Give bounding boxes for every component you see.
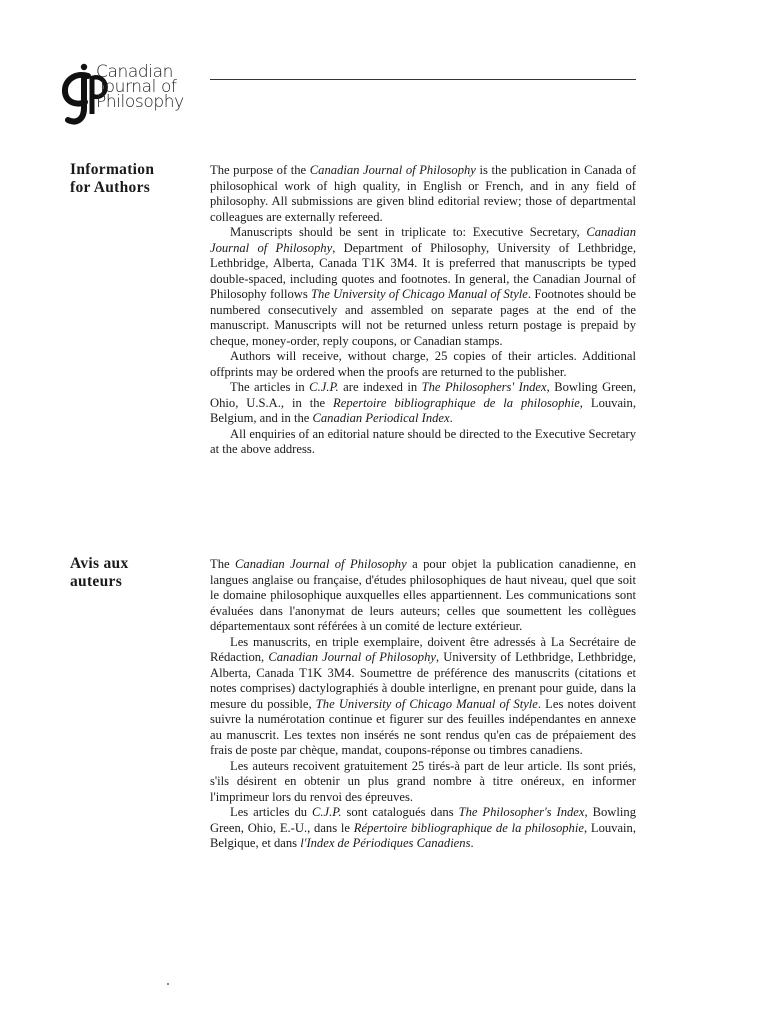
paragraph-en-5: All enquiries of an editorial nature should be directed to the Executive Secretary at the above address. xyxy=(210,426,636,456)
journal-name xyxy=(96,62,184,112)
heading-en-line1: Information xyxy=(70,161,155,178)
heading-fr-line1: Avis aux xyxy=(70,555,129,572)
paragraph-fr-3: Les auteurs recoivent gratuitement 25 tirés-à part de leur article. Ils sont priés, s'ils désirent en obtenir un plus grand nombre à titre onéreux, en informer l'imprimeur lors du renvoi des épreuves. xyxy=(210,758,636,804)
journal-name-line1: Canadian xyxy=(96,62,173,82)
paragraph-en-4: The articles in C.J.P. are indexed in The Philosophers' Index, Bowling Green, Ohio, U.S.A., in the Repertoire bibliographique de la philosophie, Louvain, Belgium, and in the Canadian Periodical Index. xyxy=(210,380,636,425)
section-heading-fr xyxy=(70,555,190,591)
section-body-en xyxy=(210,163,636,458)
journal-name-line3: Philosophy xyxy=(96,92,184,112)
paragraph-fr-4: Les articles du C.J.P. sont catalogués dans The Philosopher's Index, Bowling Green, Ohio, E.-U., dans le Répertoire bibliographique de la philosophie, Louvain, Belgique, et dans l'Index de Périodiques Canadiens. xyxy=(210,805,637,850)
paragraph-en-3: Authors will receive, without charge, 25 copies of their articles. Additional offprints may be ordered when the proofs are returned to the publisher. xyxy=(210,349,636,379)
paragraph-en-1: The purpose of the Canadian Journal of Philosophy is the publication in Canada of philosophical work of high quality, in English or French, and in any field of philosophy. All submissions are given blind editorial review; those of departmental colleagues are externally refereed. xyxy=(210,163,637,224)
heading-fr-line2: auteurs xyxy=(70,573,123,590)
paragraph-en-2: Manuscripts should be sent in triplicate to: Executive Secretary, Canadian Journal of Philosophy, Department of Philosophy, University of Lethbridge, Lethbridge, Alberta, Canada T1K 3M4. It is preferred that manuscripts be typed double-spaced, including quotes and footnotes. In general, the Canadian Journal of Philosophy follows The University of Chicago Manual of Style. Footnotes should be numbered consecutively and assembled on separate pages at the end of the manuscript. Manuscripts will not be returned unless return postage is prepaid by cheque, money-order, reply coupons, or Canadian stamps. xyxy=(210,225,637,348)
paragraph-fr-2: Les manuscrits, en triple exemplaire, doivent être adressés à La Secrétaire de Rédaction, Canadian Journal of Philosophy, University of Lethbridge, Lethbridge, Alberta, Canada T1K 3M4. Soumettre de préférence des manuscrits (citations et notes comprises) dactylographiés à double interligne, en prenant pour guide, dans la mesure du possible, The University of Chicago Manual of Style. Les notes doivent suivre la numérotation continue et figurer sur des feuilles indépendantes en annexe au manuscrit. Les textes non insérés ne sont rendus qu'en cas de prépaiement des frais de poste par chèque, mandat, coupons-réponse ou timbres canadiens. xyxy=(210,634,637,757)
section-heading-en xyxy=(70,161,190,197)
journal-logo xyxy=(58,62,218,126)
page-mark xyxy=(167,983,169,985)
heading-en-line2: for Authors xyxy=(70,179,151,196)
paragraph-fr-1: The Canadian Journal of Philosophy a pour objet la publication canadienne, en langues anglaise ou française, d'études philosophiques de haut niveau, quel que soit le domaine philosophique auxquelles elles appartiennent. Les communications sont évaluées dans l'anonymat de leurs auteurs; celles que soumettent les collègues départementaux sont référées à un comité de lecture extérieur. xyxy=(210,557,637,633)
header-rule xyxy=(210,79,636,80)
journal-name-line2: Journal of xyxy=(100,77,177,97)
section-body-fr xyxy=(210,557,636,852)
